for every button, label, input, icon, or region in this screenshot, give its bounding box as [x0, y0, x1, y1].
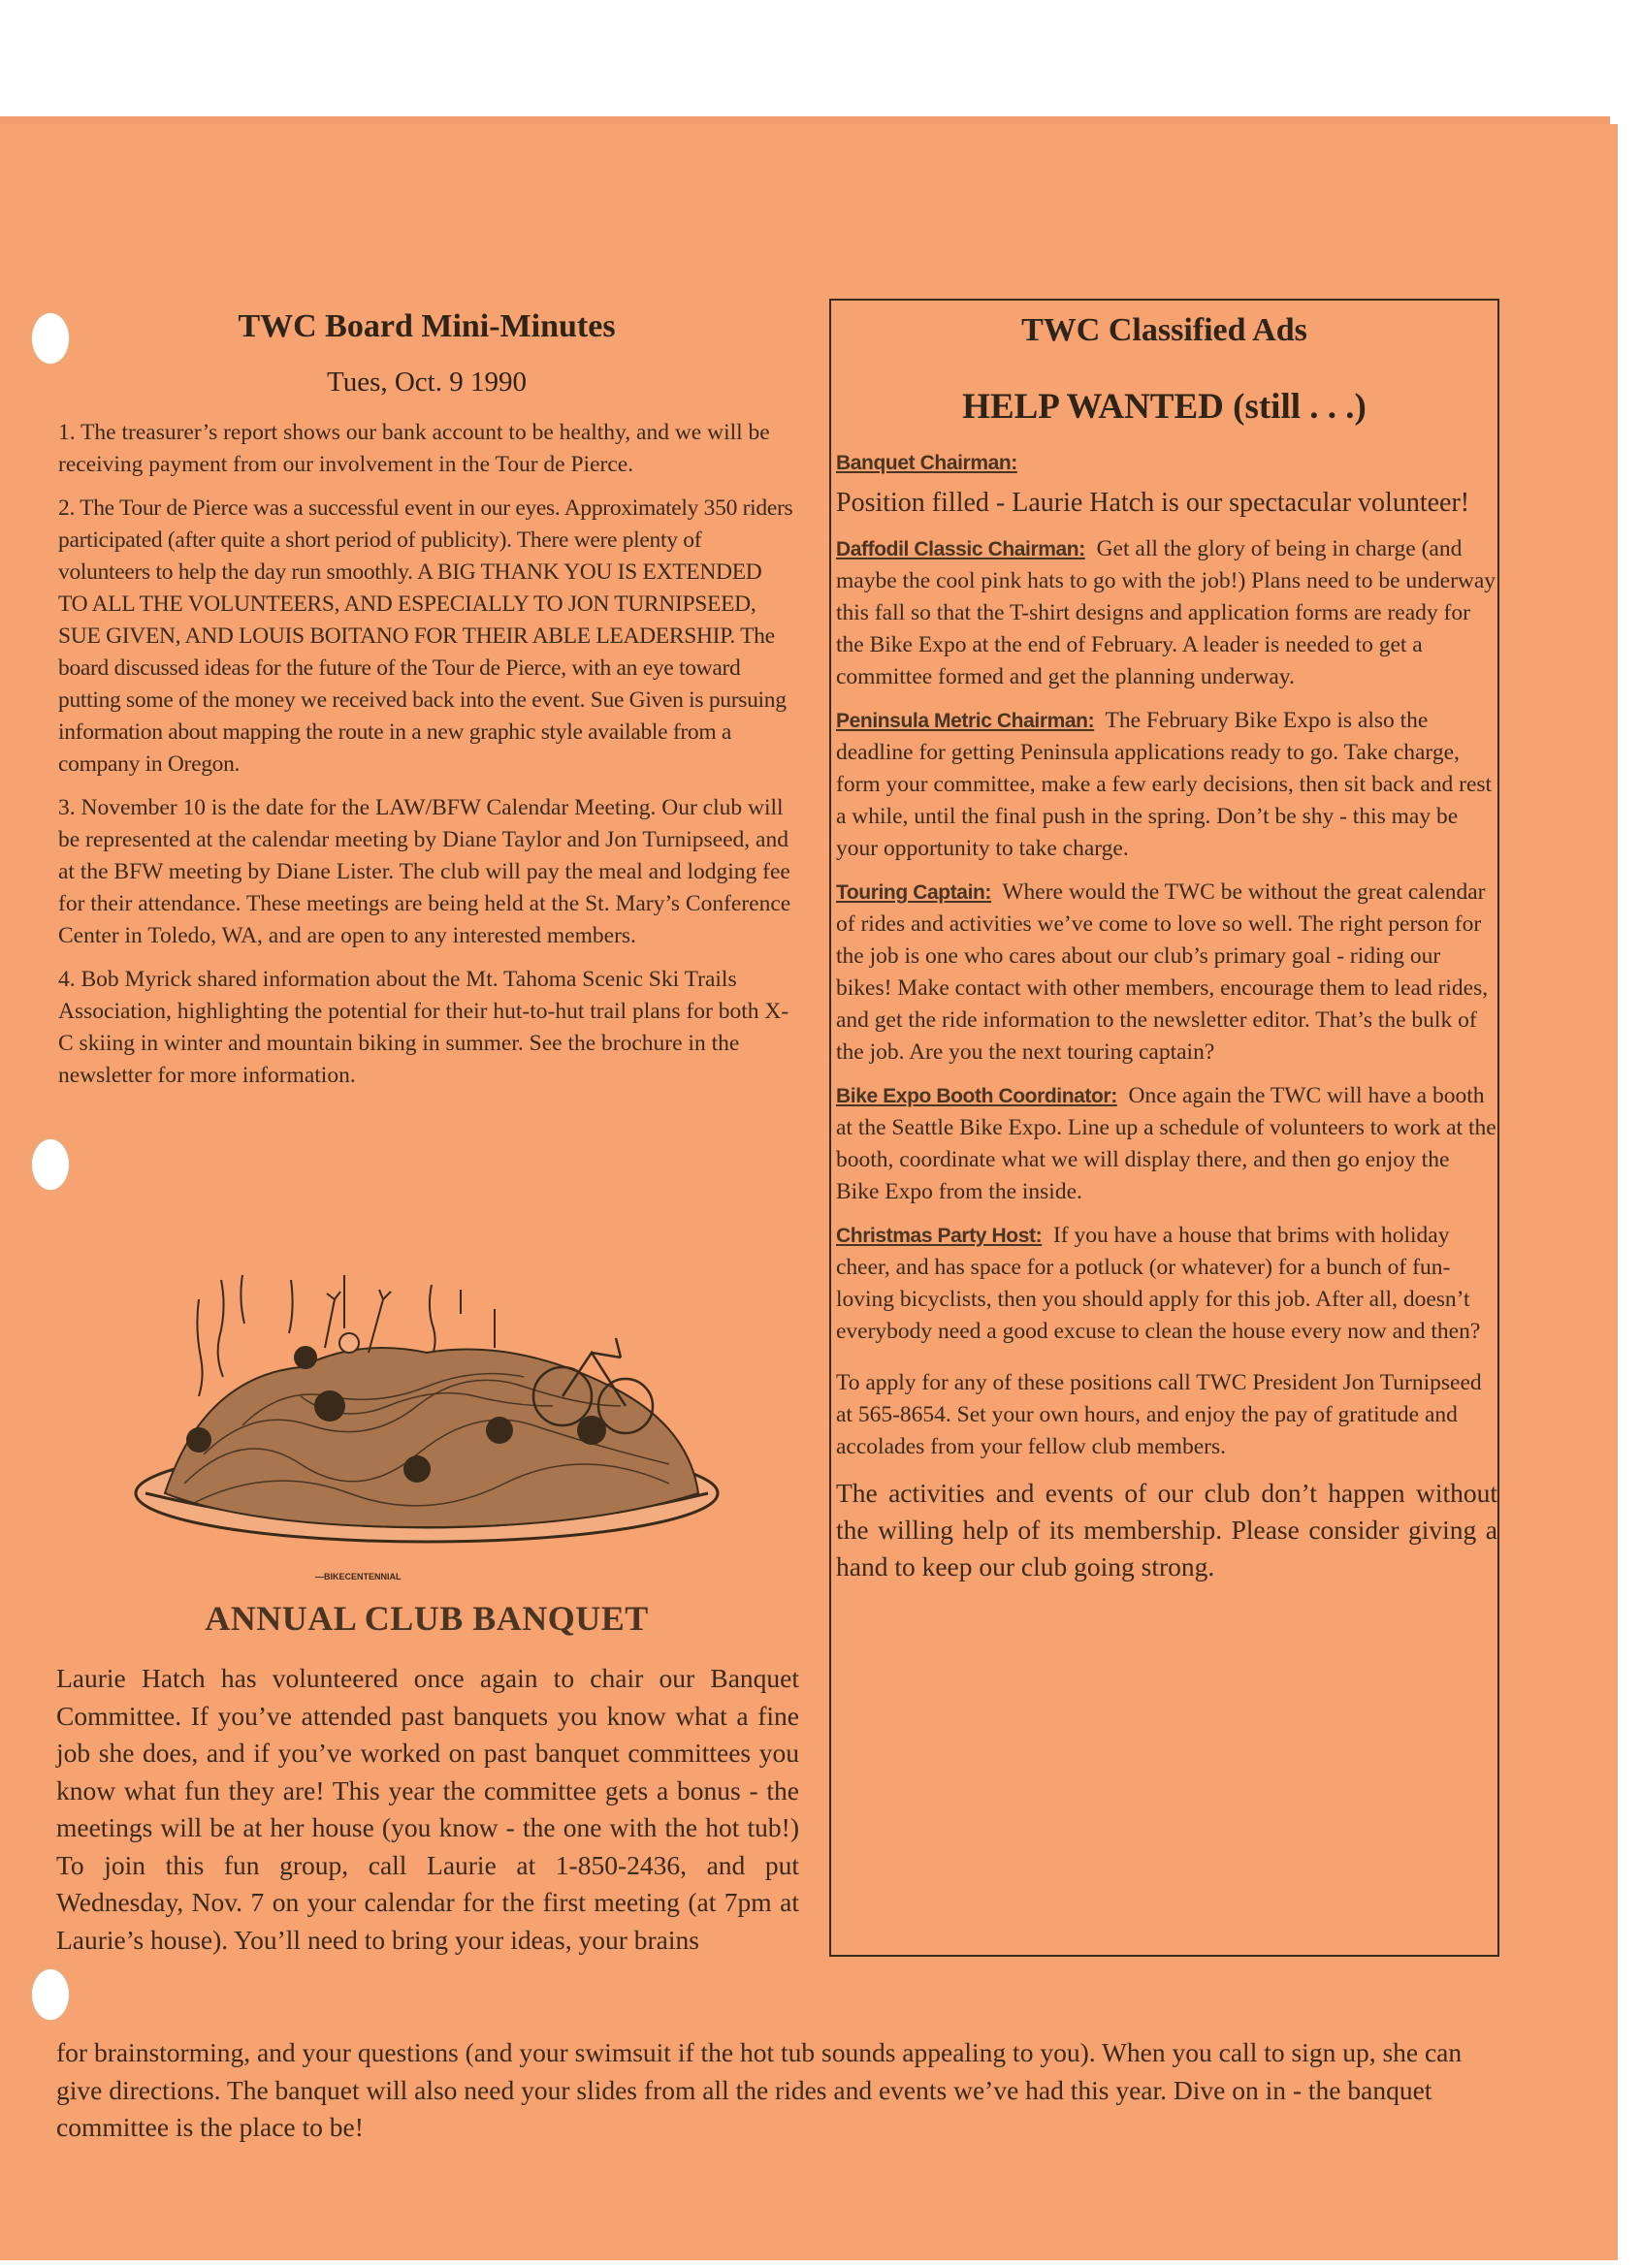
closing-appeal: The activities and events of our club don’t happen without the willing help of its membership. Please consider giving a hand to keep our club going strong.: [836, 1478, 1497, 1581]
ad-text: Get all the glory of being in charge (and maybe the cool pink hats to go with the job!) Plans need to be underway this fall so that the T-shirt designs and application forms are ready for the Bike Expo at the end of February. A leader is needed to get a committee formed and get the planning underway.: [836, 536, 1496, 689]
cyclist-arms-icon: [325, 1290, 391, 1353]
minutes-item-2: 2. The Tour de Pierce was a successful event in our eyes. Approximately 350 riders participated (after quite a short period of publicity). There were plenty of volunteers to help the day run smoothly. A BIG THANK YOU IS EXTENDED TO ALL THE VOLUNTEERS, AND ESPECIALLY TO JON TURNIPSEED, SUE GIVEN, AND LOUIS BOITANO FOR THEIR ABLE LEADERSHIP. The board discussed ideas for the future of the Tour de Pierce, with an eye toward putting some of the money we received back into the event. Sue Given is pursuing information about mapping the route in a new graphic style available from a company in Oregon.: [58, 495, 793, 777]
ad-text: Where would the TWC be without the great calendar of rides and activities we’ve come to love so well. The right person for the job is one who cares about our club’s primary goal - riding our bikes! Make contact with other members, encourage them to lead rides, and get the ride information to the newsletter editor. That’s the bulk of the job. Are you the next touring captain?: [836, 879, 1489, 1065]
spaghetti-pile-icon: [165, 1348, 698, 1527]
banquet-body: Laurie Hatch has volunteered once again to chair our Banquet Committee. If you’ve attended past banquets you know what a fine job she does, and if you’ve worked on past banquet committees you know what fun they are! This year the committee gets a bonus - the meetings will be at her house (you know - the one with the hot tub!) To join this fun group, call Laurie at 1-850-2436, and put Wednesday, Nov. 7 on your calendar for the first meeting (at 7pm at Laurie’s house). You’ll need to bring your ideas, your brains: [56, 1663, 799, 1955]
illustration-credit: —BIKECENTENNIAL: [315, 1572, 402, 1581]
ad-label: Peninsula Metric Chairman:: [836, 710, 1095, 732]
banquet-body-continued: for brainstorming, and your questions (and your swimsuit if the hot tub sounds appealing to you). When you call to sign up, she can give directions. The banquet will also need your slides from all the rides and events we’ve had this year. Dive on in - the banquet committee is the place to be!: [56, 2037, 1463, 2142]
ad-daffodil-classic-chairman: [836, 533, 1497, 693]
ad-text: The February Bike Expo is also the deadline for getting Peninsula applications ready to go. Take charge, form your committee, make a few early decisions, then sit back and rest a while, until the final push in the spring. Don’t be shy - this may be your opportunity to take charge.: [836, 708, 1493, 861]
ad-touring-captain: [836, 877, 1497, 1069]
binder-hole-bottom: [31, 1968, 70, 2021]
ad-text: Once again the TWC will have a booth at the Seattle Bike Expo. Line up a schedule of volunteers to work at the booth, coordinate what we will display there, and then go enjoy the Bike Expo from the inside.: [836, 1083, 1496, 1204]
minutes-date: Tues, Oct. 9 1990: [327, 367, 527, 398]
ad-peninsula-metric-chairman: [836, 705, 1497, 865]
apply-instructions: To apply for any of these positions call TWC President Jon Turnipseed at 565-8654. Set your own hours, and enjoy the pay of gratitude and accolades from your fellow club members.: [836, 1370, 1482, 1459]
ad-text-banquet-chairman: Position filled - Laurie Hatch is our spectacular volunteer!: [836, 488, 1470, 518]
ad-label-banquet-chairman: Banquet Chairman:: [836, 452, 1017, 474]
classifieds-title: TWC Classified Ads: [1021, 312, 1307, 348]
ad-label: Daffodil Classic Chairman:: [836, 538, 1085, 560]
ad-text: If you have a house that brims with holiday cheer, and has space for a potluck (or whatever) for a bunch of fun-loving bicyclists, then you should apply for this job. After all, doesn’t everybody need a good excuse to clean the house every now and then?: [836, 1223, 1481, 1344]
minutes-item-4: 4. Bob Myrick shared information about the Mt. Tahoma Scenic Ski Trails Association, highlighting the potential for their hut-to-hut trail plans for both X-C skiing in winter and mountain biking in summer. See the brochure in the newsletter for more information.: [58, 967, 789, 1088]
minutes-body: [58, 417, 795, 1103]
banquet-title: ANNUAL CLUB BANQUET: [205, 1599, 649, 1638]
spaghetti-plate-illustration: [107, 1261, 747, 1561]
help-wanted-heading: HELP WANTED (still . . .): [962, 387, 1367, 427]
classified-ads-list: [836, 452, 1497, 1585]
minutes-item-1: 1. The treasurer’s report shows our bank account to be healthy, and we will be receiving payment from our involvement in the Tour de Pierce.: [58, 420, 770, 477]
ad-christmas-party-host: [836, 1220, 1497, 1348]
ad-bike-expo-booth-coordinator: [836, 1080, 1497, 1208]
minutes-title: TWC Board Mini-Minutes: [238, 308, 616, 344]
ad-label: Christmas Party Host:: [836, 1225, 1043, 1247]
binder-hole-middle: [31, 1138, 70, 1191]
ad-label: Bike Expo Booth Coordinator:: [836, 1085, 1117, 1107]
ad-label: Touring Captain:: [836, 881, 992, 904]
minutes-item-3: 3. November 10 is the date for the LAW/BFW Calendar Meeting. Our club will be represented at the calendar meeting by Diane Taylor and Jon Turnipseed, and at the BFW meeting by Diane Lister. The club will pay the meal and lodging fee for their attendance. These meetings are being held at the St. Mary’s Conference Center in Toledo, WA, and are open to any interested members.: [58, 795, 791, 948]
